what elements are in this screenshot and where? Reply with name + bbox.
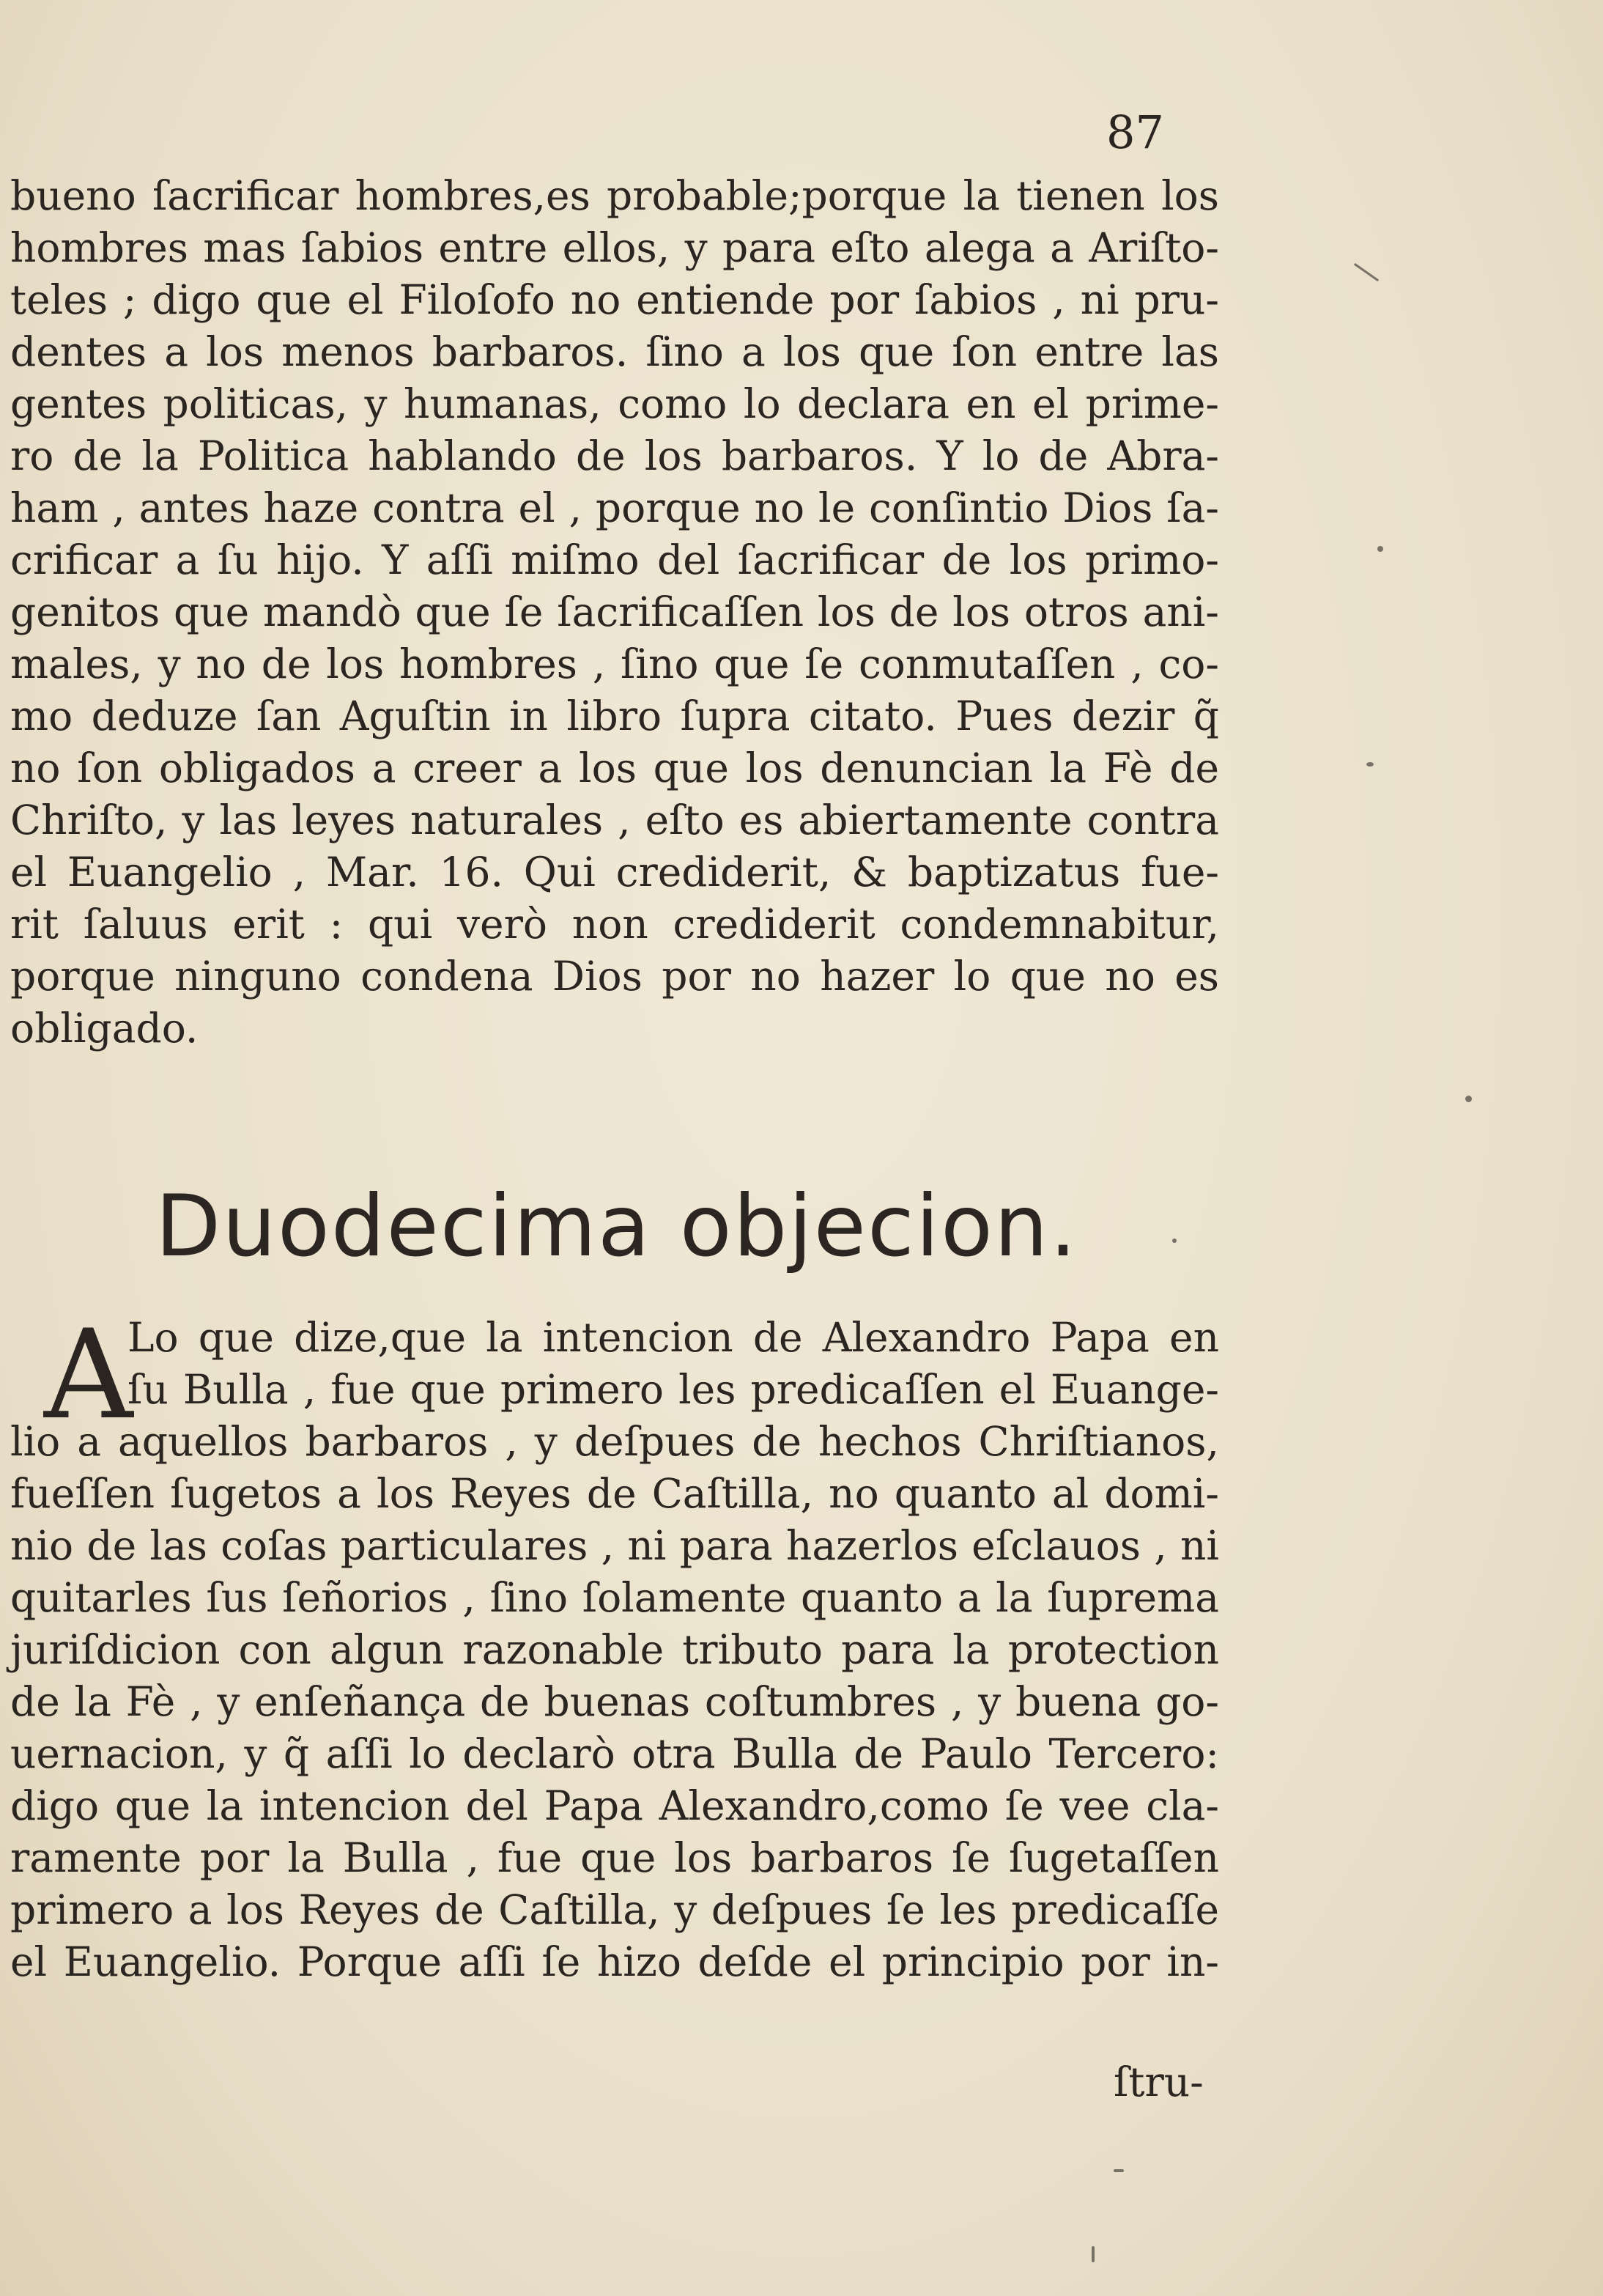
text-line: males, y no de los hombres , ſino que ſe conmutaſſen , co- <box>10 641 1219 687</box>
text-line: dentes a los menos barbaros. ſino a los que ſon entre las <box>10 328 1219 375</box>
drop-cap: A <box>44 1303 133 1447</box>
catchword: ſtru- <box>1114 2059 1204 2105</box>
text-line: digo que la intencion del Papa Alexandro,como ſe vee cla- <box>10 1782 1219 1829</box>
text-line: Chriſto, y las leyes naturales , eſto es abiertamente contra <box>10 797 1219 844</box>
text-line: de la Fè , y enſeñança de buenas coſtumbres , y buena go- <box>10 1678 1219 1725</box>
text-line: teles ; digo que el Filoſofo no entiende por ſabios , ni pru- <box>10 276 1219 323</box>
body-text <box>10 170 1219 1055</box>
objection-text <box>10 1303 1219 1988</box>
text-line: porque ninguno condena Dios por no hazer lo que no es <box>10 953 1219 1000</box>
text-line: nio de las coſas particulares , ni para hazerlos eſclauos , ni <box>10 1522 1219 1569</box>
paper-speck <box>1465 1096 1472 1102</box>
text-line: ſu Bulla , fue que primero les predicaſſen el Euange- <box>127 1366 1219 1413</box>
text-line: bueno ſacrificar hombres,es probable;porque la tienen los <box>10 172 1219 219</box>
paper-speck <box>1172 1239 1177 1243</box>
text-line: quitarles ſus ſeñorios , ſino ſolamente quanto a la ſuprema <box>10 1574 1219 1621</box>
text-line: el Euangelio. Porque aſſi ſe hizo deſde el principio por in- <box>10 1938 1219 1985</box>
text-line: lio a aquellos barbaros , y deſpues de hechos Chriſtianos, <box>10 1418 1219 1465</box>
page-number: 87 <box>1106 106 1164 159</box>
text-line: rit ſaluus erit : qui verò non crediderit condemnabitur, <box>10 901 1219 948</box>
text-line: gentes politicas, y humanas, como lo declara en el prime- <box>10 380 1219 427</box>
text-line: juriſdicion con algun razonable tributo para la protection <box>10 1626 1219 1673</box>
text-line: obligado. <box>10 1005 199 1052</box>
paper-speck <box>1377 546 1383 552</box>
text-line: el Euangelio , Mar. 16. Qui crediderit, & baptizatus fue- <box>10 849 1219 896</box>
text-line: genitos que mandò que ſe ſacrificaſſen los de los otros ani- <box>10 588 1219 635</box>
paper-speck <box>1366 762 1374 767</box>
text-line: ramente por la Bulla , fue que los barbaros ſe ſugetaſſen <box>10 1834 1219 1881</box>
text-line: crificar a ſu hijo. Y aſſi miſmo del ſacrificar de los primo- <box>10 536 1219 583</box>
text-line: Lo que dize,que la intencion de Alexandro Papa en <box>127 1314 1219 1361</box>
text-line: fueſſen ſugetos a los Reyes de Caſtilla, no quanto al domi- <box>10 1470 1219 1517</box>
paper-speck <box>1114 2169 1124 2172</box>
text-line: ham , antes haze contra el , porque no le conſintio Dios ſa- <box>10 484 1219 531</box>
text-line: primero a los Reyes de Caſtilla, y deſpues ſe les predicaſſe <box>10 1886 1219 1933</box>
text-line: hombres mas ſabios entre ellos, y para eſto alega a Ariſto- <box>10 224 1219 271</box>
text-line: uernacion, y q̃ aſſi lo declarò otra Bulla de Paulo Tercero: <box>10 1730 1219 1777</box>
text-line: no ſon obligados a creer a los que los denuncian la Fè de <box>10 745 1219 791</box>
paper-speck <box>1092 2246 1095 2262</box>
text-line: mo deduze ſan Aguſtin in libro ſupra citato. Pues dezir q̃ <box>10 693 1219 739</box>
text-line: ro de la Politica hablando de los barbaros. Y lo de Abra- <box>10 432 1219 479</box>
section-heading: Duodecima objecion. <box>155 1177 1078 1276</box>
paper-speck <box>1354 263 1379 281</box>
